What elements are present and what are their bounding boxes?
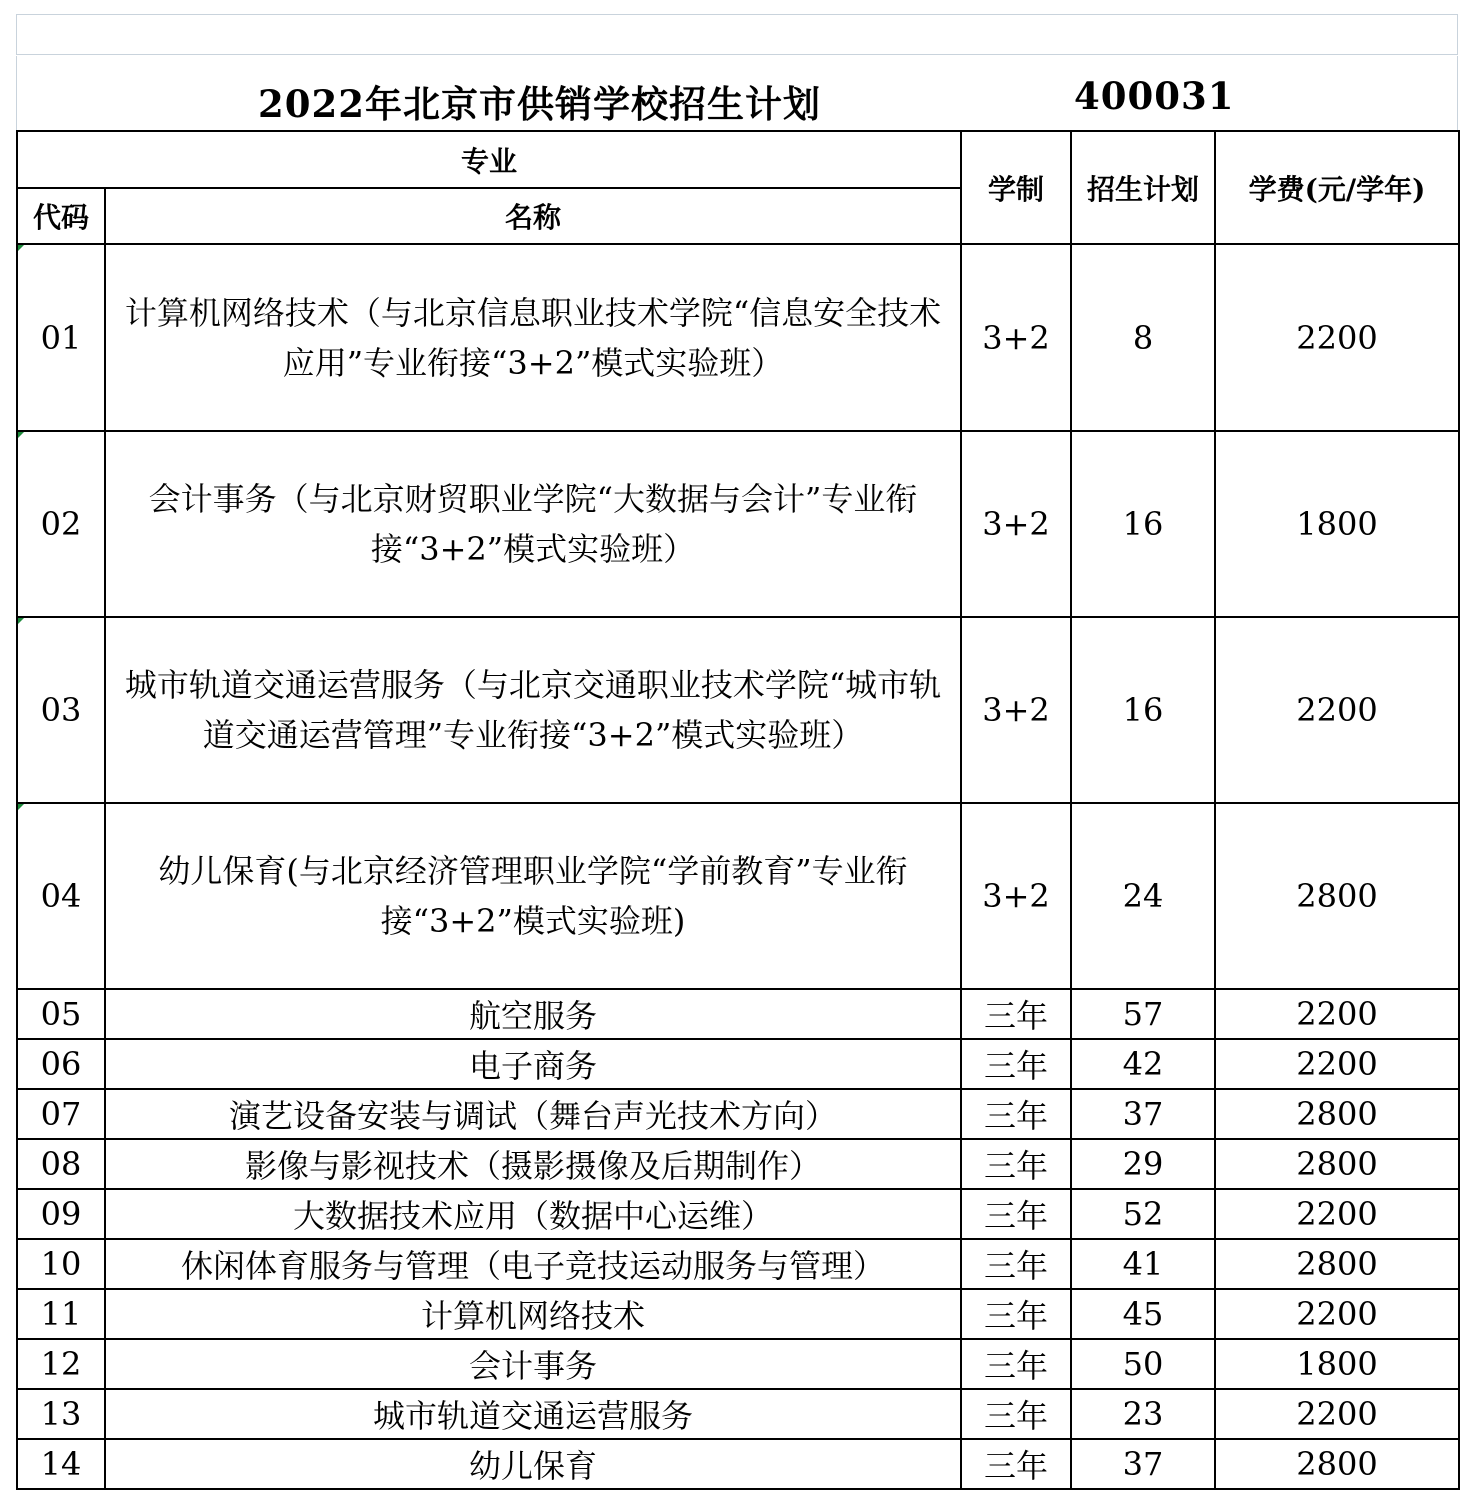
table-row [17,1089,1459,1139]
row-plan: 37 [1071,1089,1215,1139]
table-row [17,989,1459,1039]
row-name: 城市轨道交通运营服务 [105,1389,961,1439]
row-code: 12 [17,1339,105,1389]
row-fee: 2800 [1215,1439,1459,1489]
row-fee: 1800 [1215,1339,1459,1389]
enrollment-plan-table [16,130,1460,1490]
row-duration: 3+2 [961,244,1071,431]
row-plan: 41 [1071,1239,1215,1289]
cell-marker [18,618,24,624]
row-plan: 57 [1071,989,1215,1039]
row-fee: 2200 [1215,1289,1459,1339]
row-duration: 三年 [961,1339,1071,1389]
sheet-gridline-top [16,14,1458,54]
header-major: 专业 [17,131,961,188]
row-name: 演艺设备安装与调试（舞台声光技术方向） [105,1089,961,1139]
row-code: 02 [17,431,105,617]
row-plan: 37 [1071,1439,1215,1489]
row-fee: 2200 [1215,1189,1459,1239]
row-duration: 三年 [961,1089,1071,1139]
table-row [17,617,1459,803]
row-plan: 8 [1071,244,1215,431]
row-code: 11 [17,1289,105,1339]
row-duration: 三年 [961,1289,1071,1339]
row-fee: 1800 [1215,431,1459,617]
row-fee: 2800 [1215,1139,1459,1189]
row-fee: 2800 [1215,1089,1459,1139]
row-plan: 23 [1071,1389,1215,1439]
row-code: 09 [17,1189,105,1239]
row-duration: 3+2 [961,617,1071,803]
table-row [17,244,1459,431]
header-plan: 招生计划 [1071,131,1215,244]
row-duration: 三年 [961,1189,1071,1239]
row-fee: 2800 [1215,1239,1459,1289]
row-fee: 2200 [1215,1039,1459,1089]
row-plan: 29 [1071,1139,1215,1189]
row-plan: 42 [1071,1039,1215,1089]
row-duration: 三年 [961,1039,1071,1089]
row-name: 会计事务（与北京财贸职业学院“大数据与会计”专业衔接“3+2”模式实验班） [105,431,961,617]
row-code: 03 [17,617,105,803]
header-duration: 学制 [961,131,1071,244]
row-fee: 2200 [1215,1389,1459,1439]
row-code: 10 [17,1239,105,1289]
header-fee: 学费(元/学年) [1215,131,1459,244]
table-row [17,1339,1459,1389]
table-row [17,1389,1459,1439]
row-duration: 三年 [961,989,1071,1039]
row-name: 计算机网络技术（与北京信息职业技术学院“信息安全技术应用”专业衔接“3+2”模式实验班） [105,244,961,431]
cell-marker [18,804,24,810]
row-plan: 45 [1071,1289,1215,1339]
cell-marker [18,245,24,251]
row-name: 幼儿保育 [105,1439,961,1489]
table-row [17,1289,1459,1339]
row-name: 大数据技术应用（数据中心运维） [105,1189,961,1239]
row-code: 08 [17,1139,105,1189]
table-row [17,1189,1459,1239]
table-row [17,1139,1459,1189]
school-code: 400031 [1074,74,1235,118]
row-duration: 三年 [961,1139,1071,1189]
header-name: 名称 [105,188,961,244]
row-name: 航空服务 [105,989,961,1039]
row-fee: 2200 [1215,244,1459,431]
row-plan: 24 [1071,803,1215,989]
row-code: 13 [17,1389,105,1439]
row-code: 07 [17,1089,105,1139]
row-code: 04 [17,803,105,989]
page-title: 2022年北京市供销学校招生计划 [258,82,821,126]
row-plan: 16 [1071,431,1215,617]
table-row [17,803,1459,989]
row-fee: 2200 [1215,989,1459,1039]
table-row [17,431,1459,617]
row-name: 休闲体育服务与管理（电子竞技运动服务与管理） [105,1239,961,1289]
row-plan: 50 [1071,1339,1215,1389]
row-name: 幼儿保育(与北京经济管理职业学院“学前教育”专业衔接“3+2”模式实验班) [105,803,961,989]
row-duration: 三年 [961,1239,1071,1289]
row-code: 05 [17,989,105,1039]
row-fee: 2800 [1215,803,1459,989]
row-name: 电子商务 [105,1039,961,1089]
table-row [17,1239,1459,1289]
row-code: 14 [17,1439,105,1489]
row-code: 06 [17,1039,105,1089]
row-duration: 3+2 [961,431,1071,617]
table-row [17,1439,1459,1489]
row-name: 计算机网络技术 [105,1289,961,1339]
row-duration: 三年 [961,1389,1071,1439]
cell-marker [18,432,24,438]
row-plan: 52 [1071,1189,1215,1239]
row-plan: 16 [1071,617,1215,803]
row-fee: 2200 [1215,617,1459,803]
header-code: 代码 [17,188,105,244]
header-row-1 [17,131,1459,188]
table-row [17,1039,1459,1089]
row-name: 会计事务 [105,1339,961,1389]
row-name: 影像与影视技术（摄影摄像及后期制作） [105,1139,961,1189]
row-code: 01 [17,244,105,431]
row-duration: 3+2 [961,803,1071,989]
row-duration: 三年 [961,1439,1071,1489]
row-name: 城市轨道交通运营服务（与北京交通职业技术学院“城市轨道交通运营管理”专业衔接“3+2”模式实验班） [105,617,961,803]
